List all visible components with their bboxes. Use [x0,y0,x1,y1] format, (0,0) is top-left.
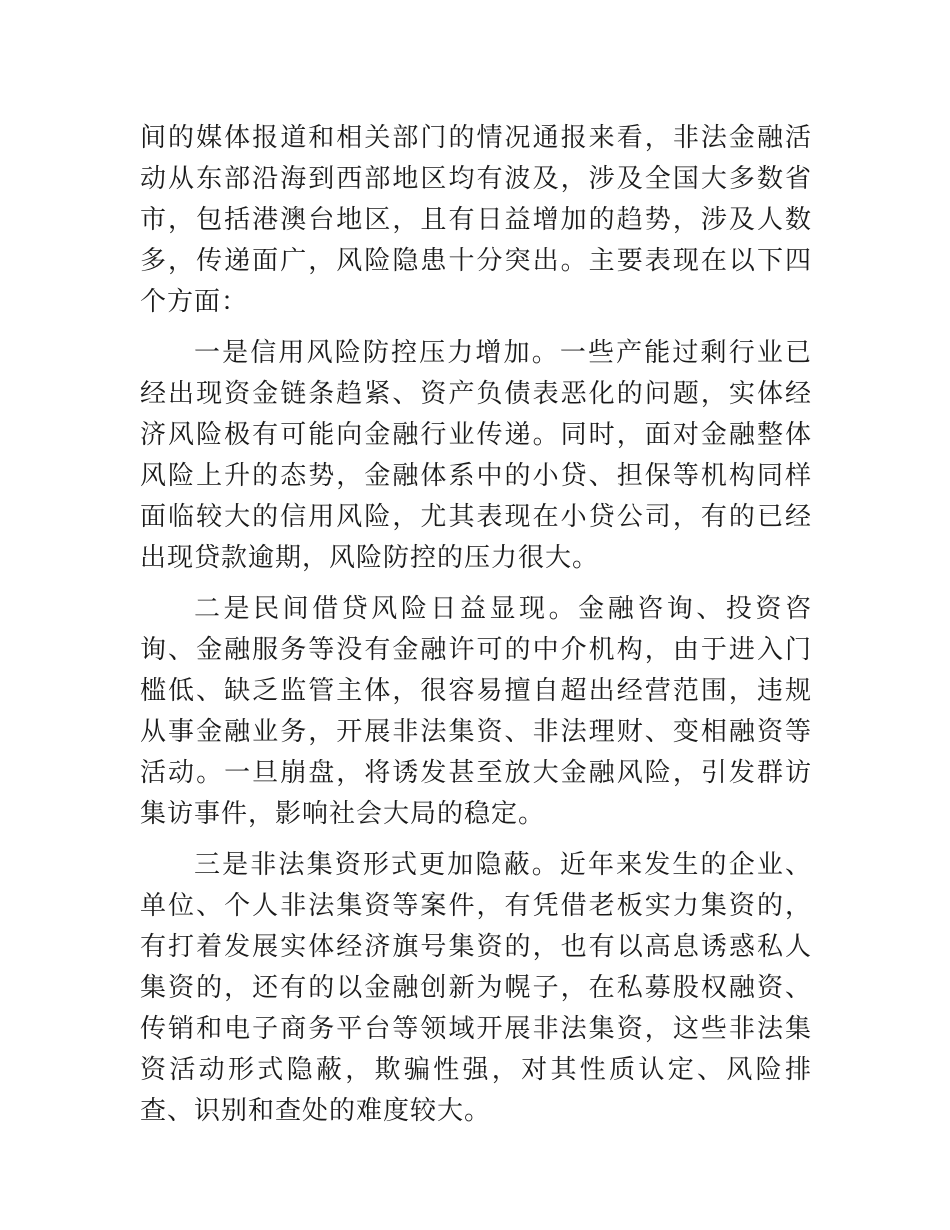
paragraph-illegal-fundraising: 三是非法集资形式更加隐蔽。近年来发生的企业、单位、个人非法集资等案件，有凭借老板实力集资的，有打着发展实体经济旗号集资的，也有以高息诱惑私人集资的，还有的以金融创新为幌子，在私募股权融资、传销和电子商务平台等领域开展非法集资，这些非法集资活动形式隐蔽，欺骗性强，对其性质认定、风险排查、识别和查处的难度较大。 [140,850,812,1126]
paragraph-intro-continued: 间的媒体报道和相关部门的情况通报来看，非法金融活动从东部沿海到西部地区均有波及，涉及全国大多数省市，包括港澳台地区，且有日益增加的趋势，涉及人数多，传递面广，风险隐患十分突出。主要表现在以下四个方面： [140,123,812,317]
document-page [140,118,812,1132]
paragraph-private-lending-risk: 二是民间借贷风险日益显现。金融咨询、投资咨询、金融服务等没有金融许可的中介机构，由于进入门槛低、缺乏监管主体，很容易擅自超出经营范围，违规从事金融业务，开展非法集资、非法理财、变相融资等活动。一旦崩盘，将诱发甚至放大金融风险，引发群访集访事件，影响社会大局的稳定。 [140,594,812,829]
paragraph-credit-risk: 一是信用风险防控压力增加。一些产能过剩行业已经出现资金链条趋紧、资产负债表恶化的问题，实体经济风险极有可能向金融行业传递。同时，面对金融整体风险上升的态势，金融体系中的小贷、担保等机构同样面临较大的信用风险，尤其表现在小贷公司，有的已经出现贷款逾期，风险防控的压力很大。 [140,338,812,573]
